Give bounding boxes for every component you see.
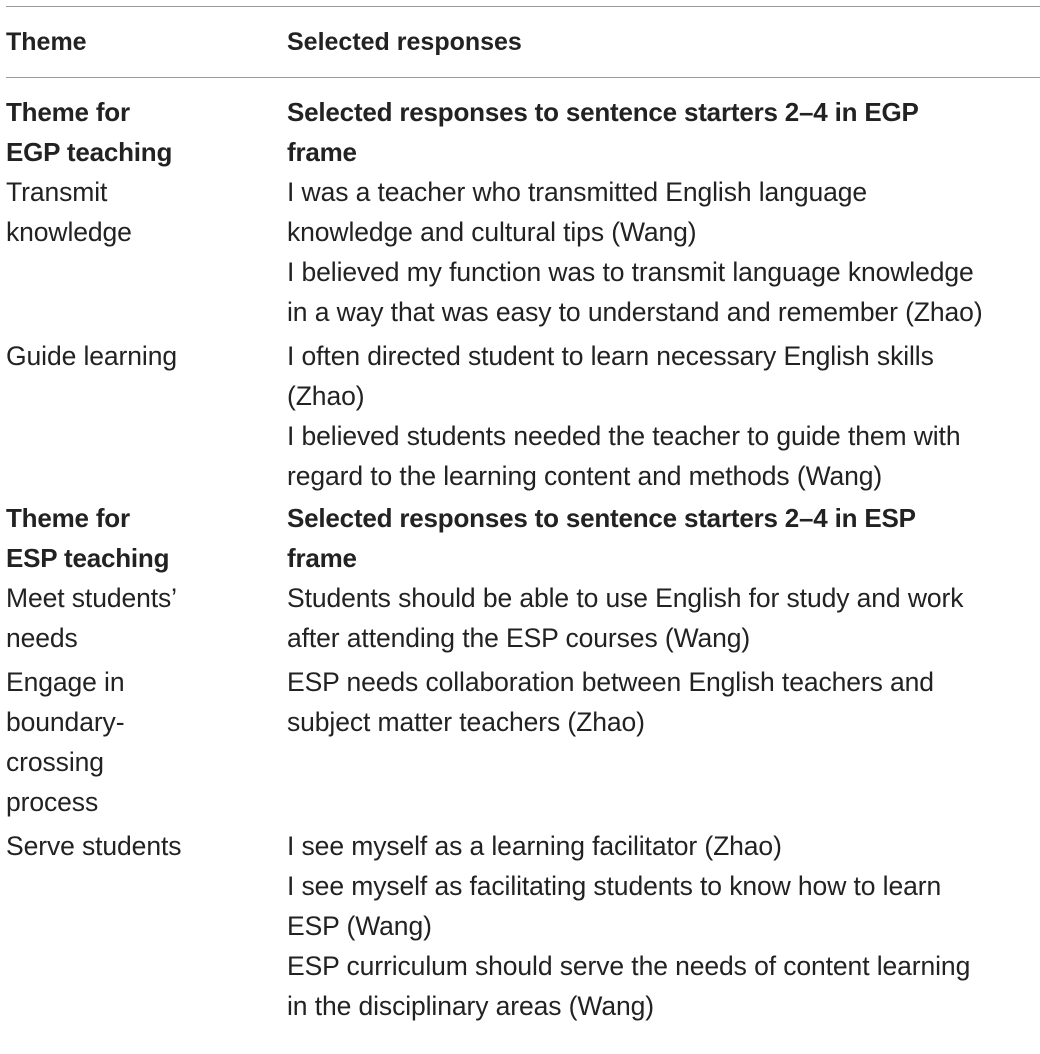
table-row <box>6 826 1040 1026</box>
table-row <box>6 336 1040 496</box>
theme-cell: Engage in boundary- crossing process <box>6 667 125 817</box>
responses-heading-egp: Selected responses to sentence starters 2–4 in EGP frame <box>287 97 919 167</box>
response-cell: I often directed student to learn necessary English skills (Zhao) I believed students needed the teacher to guide them with regard to the learning content and methods (Wang) <box>287 341 961 491</box>
response-cell: ESP needs collaboration between English teachers and subject matter teachers (Zhao) <box>287 667 934 737</box>
response-cell: I was a teacher who transmitted English language knowledge and cultural tips (Wang) I believed my function was to transmit language knowledge in a way that was easy to understand and remember (Zhao) <box>287 177 983 327</box>
header-theme: Theme <box>6 28 87 56</box>
responses-heading-esp: Selected responses to sentence starters 2–4 in ESP frame <box>287 503 916 573</box>
response-cell: Students should be able to use English for study and work after attending the ESP courses (Wang) <box>287 583 964 653</box>
theme-cell: Meet students’ needs <box>6 583 177 653</box>
table-header-row <box>6 7 1040 77</box>
theme-heading-esp: Theme for ESP teaching <box>6 503 170 573</box>
theme-cell: Serve students <box>6 831 182 861</box>
theme-cell: Guide learning <box>6 341 177 371</box>
table-row <box>6 578 1040 658</box>
table-body <box>6 78 1040 1026</box>
table-row <box>6 172 1040 332</box>
responses-table <box>6 6 1040 1026</box>
response-cell: I see myself as a learning facilitator (Zhao) I see myself as facilitating students to know how to learn ESP (Wang) ESP curriculum should serve the needs of content learning in the disciplinary areas (Wang) <box>287 831 971 1021</box>
theme-heading-egp: Theme for EGP teaching <box>6 97 173 167</box>
theme-cell: Transmit knowledge <box>6 177 132 247</box>
table-row <box>6 662 1040 822</box>
header-responses: Selected responses <box>287 28 522 56</box>
group-heading-esp <box>6 498 1040 578</box>
group-heading-egp <box>6 92 1040 172</box>
